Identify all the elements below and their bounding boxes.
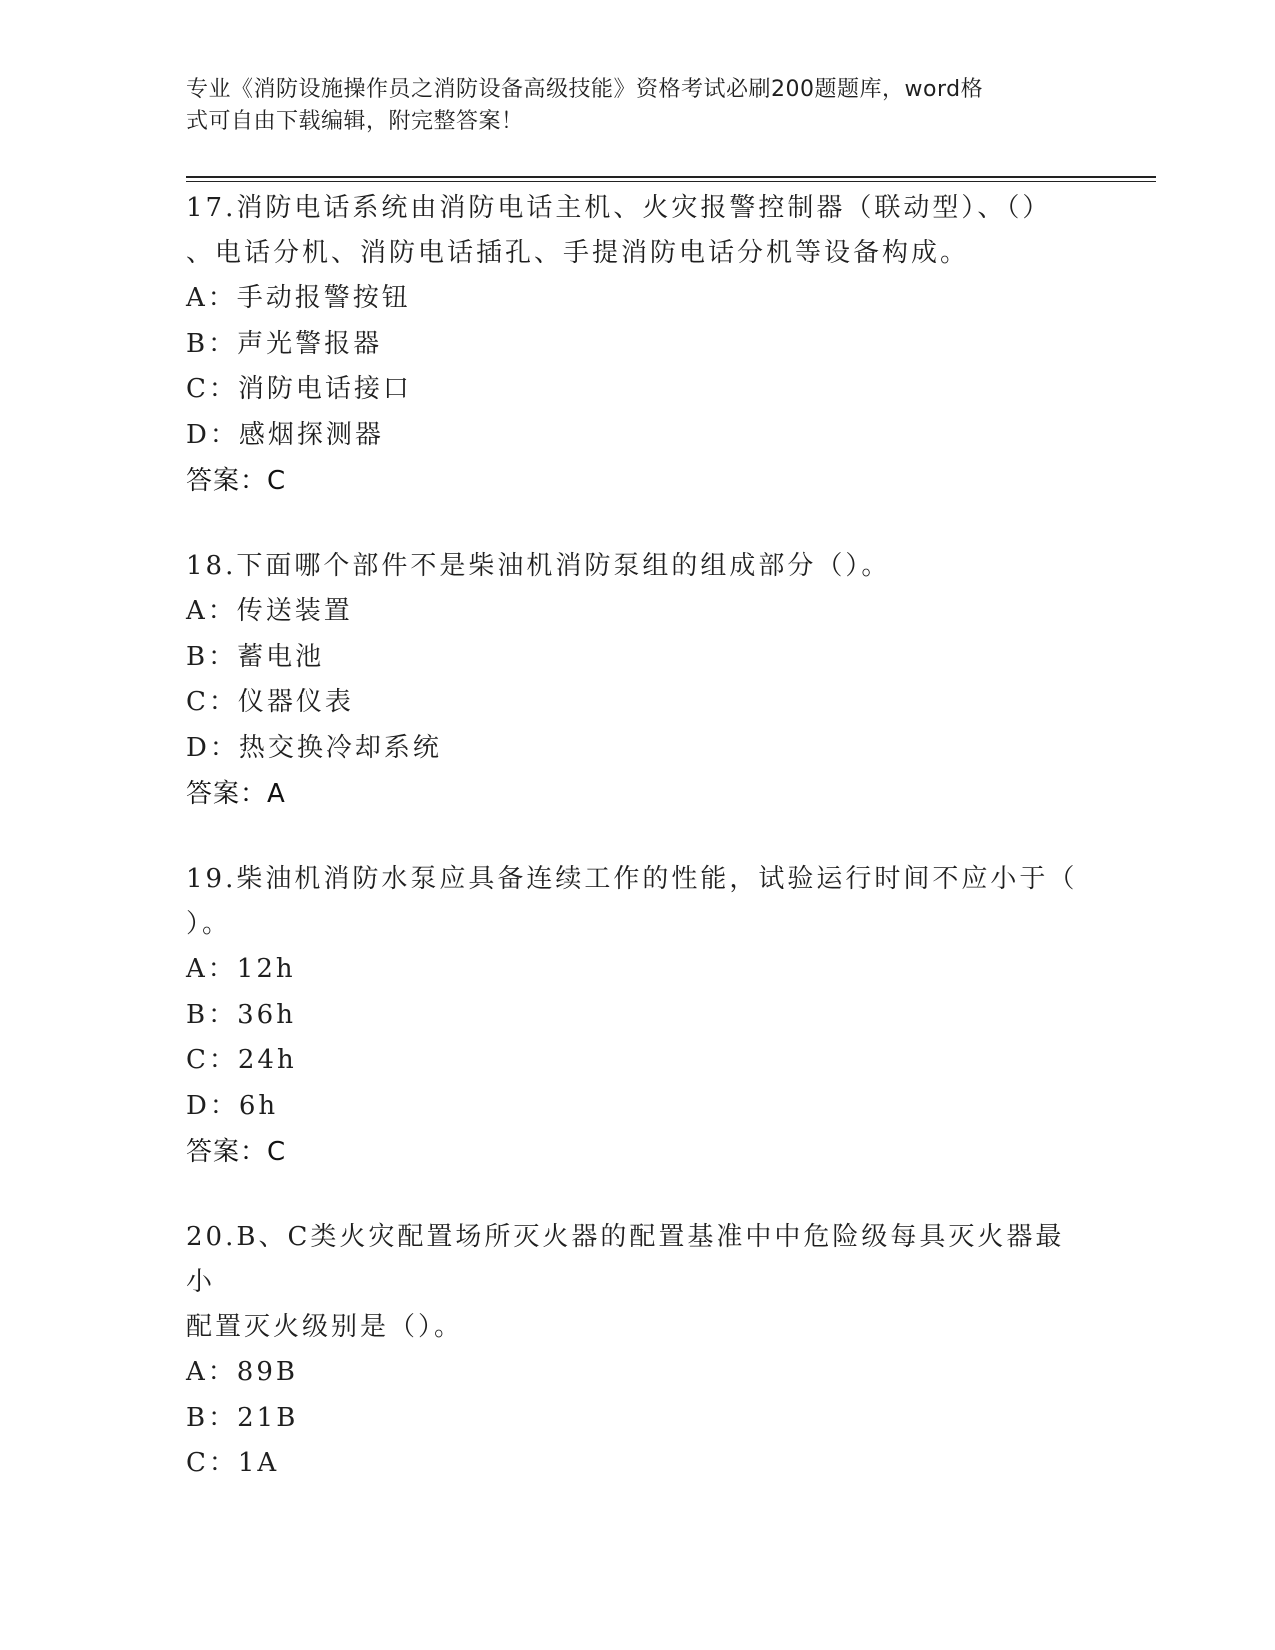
option-b: B：21B bbox=[186, 1402, 299, 1433]
option-a: A：手动报警按钮 bbox=[186, 283, 411, 313]
question-stem-line: 、电话分机、消防电话插孔、手提消防电话分机等设备构成。 bbox=[186, 238, 970, 268]
document-header bbox=[186, 74, 1086, 138]
header-rule-thin bbox=[186, 181, 1156, 182]
question-17 bbox=[186, 186, 1086, 504]
question-20 bbox=[186, 1215, 1086, 1487]
question-18 bbox=[186, 544, 1086, 817]
option-a: A：12h bbox=[186, 954, 296, 984]
question-stem-line: 20.B、C类火灾配置场所灭火器的配置基准中中危险级每具灭火器最小 bbox=[186, 1222, 1065, 1297]
question-19 bbox=[186, 857, 1086, 1175]
option-c: C：消防电话接口 bbox=[186, 374, 412, 404]
question-stem-line: ）。 bbox=[186, 909, 232, 939]
question-list bbox=[186, 186, 1086, 1527]
answer-line: 答案：C bbox=[186, 1137, 287, 1167]
option-d: D：感烟探测器 bbox=[186, 419, 384, 450]
option-a: A：89B bbox=[186, 1357, 298, 1387]
option-b: B：蓄电池 bbox=[186, 641, 325, 672]
header-line-2: 式可自由下载编辑，附完整答案！ bbox=[186, 109, 524, 134]
answer-line: 答案：C bbox=[186, 466, 287, 496]
question-stem-line: 18.下面哪个部件不是柴油机消防泵组的组成部分（）。 bbox=[186, 551, 891, 581]
answer-line: 答案：A bbox=[186, 779, 286, 809]
option-b: B：声光警报器 bbox=[186, 328, 383, 359]
option-d: D：热交换冷却系统 bbox=[186, 732, 442, 763]
option-b: B：36h bbox=[186, 999, 296, 1030]
header-line-1: 专业《消防设施操作员之消防设备高级技能》资格考试必刷200题题库，word格 bbox=[186, 77, 984, 102]
option-d: D：6h bbox=[186, 1090, 279, 1121]
option-a: A：传送装置 bbox=[186, 596, 353, 626]
option-c: C：仪器仪表 bbox=[186, 687, 354, 717]
option-c: C：1A bbox=[186, 1448, 280, 1478]
question-stem-line: 19.柴油机消防水泵应具备连续工作的性能，试验运行时间不应小于（ bbox=[186, 864, 1078, 894]
question-stem-line: 17.消防电话系统由消防电话主机、火灾报警控制器（联动型）、（） bbox=[186, 193, 1052, 223]
header-rule-thick bbox=[186, 176, 1156, 178]
question-stem-line: 配置灭火级别是（）。 bbox=[186, 1312, 464, 1342]
option-c: C：24h bbox=[186, 1045, 297, 1075]
